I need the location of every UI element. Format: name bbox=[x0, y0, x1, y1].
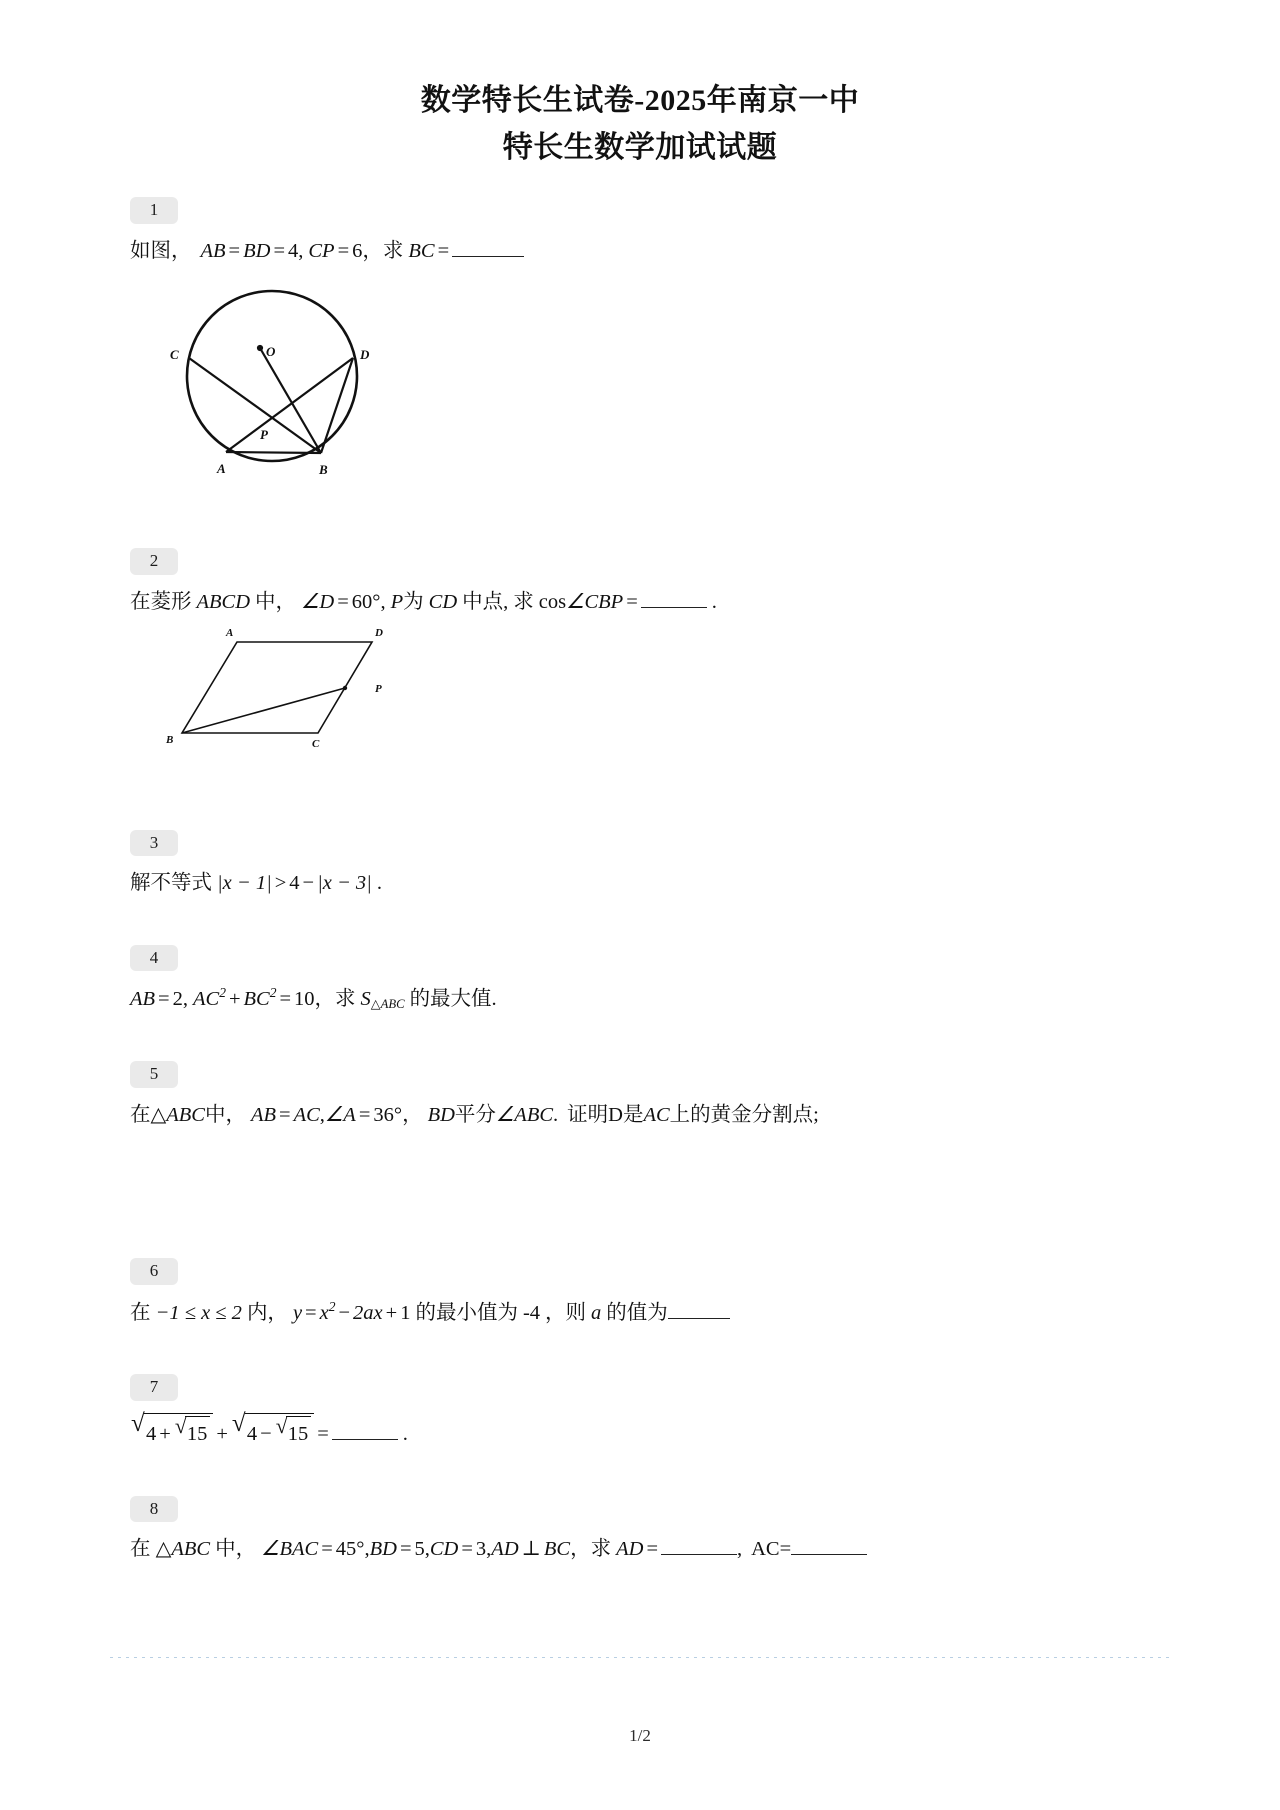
question-number-badge-5: 5 bbox=[130, 1061, 178, 1088]
q6-y: y bbox=[292, 1301, 303, 1324]
page-number: 1/2 bbox=[629, 1726, 651, 1745]
q5-ab: AB bbox=[250, 1103, 277, 1126]
chord-db bbox=[321, 358, 353, 453]
q3-abs1: |x − 1| bbox=[217, 872, 272, 895]
q8-comma5: , bbox=[737, 1538, 743, 1561]
q6-plus: + bbox=[385, 1301, 398, 1324]
q2-comma: , bbox=[380, 590, 386, 613]
q8-ad: AD bbox=[491, 1538, 519, 1561]
segment-ob bbox=[260, 348, 321, 453]
q8-ac: AC= bbox=[751, 1538, 792, 1561]
q8-t2: 中， bbox=[215, 1538, 257, 1561]
q5-comma: , bbox=[319, 1103, 325, 1126]
q2-abcd: ABCD bbox=[196, 590, 251, 613]
q1-comma: , bbox=[298, 239, 304, 262]
q7-eq: = bbox=[317, 1422, 329, 1445]
q2-answer-blank[interactable] bbox=[641, 607, 707, 608]
q4-two: 2 bbox=[172, 988, 183, 1011]
q5-deg36: 36° bbox=[373, 1103, 403, 1126]
q8-comma3: , bbox=[486, 1538, 492, 1561]
spacer bbox=[130, 752, 1190, 830]
spacer bbox=[130, 1450, 1190, 1496]
radical-sign-icon: √ bbox=[174, 1413, 187, 1438]
figure-rhombus bbox=[160, 622, 1190, 752]
q3-prefix: 解不等式 bbox=[130, 872, 212, 895]
q1-qiu: 求 bbox=[382, 239, 404, 262]
q4-qiu: 求 bbox=[335, 988, 356, 1011]
q1-six: 6 bbox=[352, 239, 363, 262]
rhombus-label-c: C bbox=[312, 737, 320, 750]
q3-abs2: |x − 3| bbox=[317, 872, 372, 895]
q4-plus: + bbox=[228, 988, 241, 1011]
q5-t4: . bbox=[553, 1103, 559, 1126]
label-o: O bbox=[266, 344, 276, 360]
q7-plus-outer: + bbox=[216, 1422, 228, 1445]
q8-three: 3 bbox=[475, 1538, 487, 1561]
q6-t5: 的值为 bbox=[606, 1301, 668, 1324]
question-number-badge-3: 3 bbox=[130, 830, 178, 857]
q4-exp1: 2 bbox=[219, 985, 226, 1001]
title-line-2: 特长生数学加试试题 bbox=[502, 130, 778, 164]
figure-circle-chords bbox=[156, 276, 1190, 486]
q8-angle-bac: ∠BAC bbox=[261, 1538, 319, 1561]
q5-ac: AC bbox=[293, 1103, 320, 1126]
rhombus-label-p: P bbox=[375, 682, 382, 695]
q2-qiu: 求 bbox=[513, 590, 534, 613]
q2-wei: 为 bbox=[403, 590, 424, 613]
q1-prefix: 如图， bbox=[130, 239, 192, 262]
label-c: C bbox=[170, 347, 179, 363]
question-3-text bbox=[130, 868, 1190, 899]
q1-cp: CP bbox=[308, 239, 335, 262]
q6-minus: − bbox=[338, 1301, 351, 1324]
label-d: D bbox=[360, 347, 370, 363]
spacer bbox=[130, 899, 1190, 945]
question-4 bbox=[130, 945, 1190, 1015]
q5-angle-a: ∠A bbox=[324, 1103, 356, 1126]
q3-minus: − bbox=[302, 872, 315, 895]
q7-period: . bbox=[402, 1422, 408, 1445]
q8-bd: BD bbox=[369, 1538, 397, 1561]
q8-five: 5 bbox=[414, 1538, 425, 1561]
q6-twoax: 2ax bbox=[353, 1301, 383, 1324]
q6-answer-blank[interactable] bbox=[668, 1318, 730, 1319]
q4-exp2: 2 bbox=[269, 985, 277, 1001]
q4-comma: , bbox=[182, 988, 188, 1011]
segment-bp bbox=[182, 688, 345, 733]
q6-one: 1 bbox=[400, 1301, 411, 1324]
q5-eq2: = bbox=[358, 1103, 371, 1126]
q6-x: x bbox=[319, 1301, 329, 1324]
label-b: B bbox=[319, 462, 328, 478]
q1-eq3: = bbox=[337, 239, 350, 262]
q7-four1: 4 bbox=[146, 1422, 157, 1445]
q2-eq1: = bbox=[337, 590, 349, 613]
q2-cos: cos bbox=[538, 590, 567, 613]
q5-eq1: = bbox=[279, 1103, 291, 1126]
title-line-1: 数学特长生试卷-2025年南京一中 bbox=[420, 84, 860, 117]
q6-range: −1 ≤ x ≤ 2 bbox=[155, 1301, 242, 1324]
question-2 bbox=[130, 548, 1190, 751]
q2-prefix: 在菱形 bbox=[130, 590, 192, 613]
q1-eq1: = bbox=[228, 239, 241, 262]
q7-inner-radical-1 bbox=[174, 1413, 211, 1450]
q5-angle-abc: ∠ABC bbox=[495, 1103, 554, 1126]
q1-comma2: ， bbox=[362, 239, 383, 262]
radical-sign-icon: √ bbox=[275, 1413, 288, 1438]
q7-minus-inner: − bbox=[260, 1422, 272, 1445]
question-7-text bbox=[130, 1409, 1190, 1450]
q5-comma2: ， bbox=[402, 1103, 423, 1126]
q2-p: P bbox=[390, 590, 404, 613]
questions-container bbox=[0, 197, 1280, 1565]
question-8 bbox=[130, 1496, 1190, 1565]
question-number-badge-1: 1 bbox=[130, 197, 178, 224]
q8-comma4: ， bbox=[570, 1538, 591, 1561]
q6-t1: 在 bbox=[130, 1301, 151, 1324]
q8-comma: , bbox=[364, 1538, 370, 1561]
q8-perp: ⊥ bbox=[521, 1538, 541, 1561]
rhombus-label-d: D bbox=[375, 626, 383, 639]
q1-eq2: = bbox=[273, 239, 285, 262]
question-1-text bbox=[130, 236, 1190, 267]
q2-zhong: 中， bbox=[255, 590, 297, 613]
q6-eq1: = bbox=[305, 1301, 317, 1324]
q7-inner-radical-2 bbox=[275, 1413, 312, 1450]
q4-eq2: = bbox=[279, 988, 292, 1011]
q5-t1: 在△ bbox=[130, 1103, 167, 1126]
q3-period: . bbox=[376, 872, 382, 895]
q8-cd: CD bbox=[429, 1538, 459, 1561]
q7-four2: 4 bbox=[246, 1422, 258, 1445]
q8-t1: 在 △ bbox=[130, 1538, 172, 1561]
question-4-text bbox=[130, 983, 1190, 1015]
point-p bbox=[343, 685, 347, 689]
q7-radicand-1 bbox=[144, 1413, 213, 1450]
q4-ac: AC bbox=[192, 988, 220, 1011]
q5-ac2: AC bbox=[643, 1103, 670, 1126]
question-number-badge-7: 7 bbox=[130, 1374, 178, 1401]
chord-cb bbox=[189, 358, 321, 453]
q3-four: 4 bbox=[289, 872, 300, 895]
spacer bbox=[130, 486, 1190, 548]
q2-period: . bbox=[711, 590, 717, 613]
rhombus-label-a: A bbox=[226, 626, 234, 639]
q7-answer-blank[interactable] bbox=[332, 1439, 398, 1440]
q2-angle-cbp: ∠CBP bbox=[566, 590, 624, 613]
question-6-text bbox=[130, 1297, 1190, 1329]
radical-sign-icon: √ bbox=[131, 1409, 145, 1437]
q8-bc: BC bbox=[543, 1538, 571, 1561]
q6-t4: ，则 bbox=[545, 1301, 587, 1324]
q7-radicand-2 bbox=[245, 1413, 314, 1450]
q4-sub: △ABC bbox=[370, 997, 405, 1012]
q2-mid: 中点, bbox=[462, 590, 509, 613]
q7-outer-radical-1 bbox=[131, 1409, 213, 1450]
q6-exp: 2 bbox=[328, 1298, 336, 1314]
q5-t6: 上的黄金分割点; bbox=[669, 1103, 819, 1126]
chord-ab bbox=[226, 452, 321, 453]
label-p: P bbox=[260, 427, 268, 443]
question-1 bbox=[130, 197, 1190, 486]
q5-t5: 证明D是 bbox=[567, 1103, 644, 1126]
q1-bc: BC bbox=[408, 239, 435, 262]
q6-a: a bbox=[591, 1301, 602, 1324]
q1-four: 4 bbox=[288, 239, 299, 262]
q6-t3: 的最小值为 bbox=[415, 1301, 518, 1324]
spacer bbox=[130, 1328, 1190, 1374]
q6-neg4: -4 bbox=[522, 1301, 541, 1324]
rhombus-svg bbox=[160, 622, 410, 752]
q2-deg60: 60° bbox=[351, 590, 381, 613]
q8-eq4: = bbox=[646, 1538, 658, 1561]
q2-cd: CD bbox=[428, 590, 458, 613]
q6-t2: 内， bbox=[246, 1301, 288, 1324]
page-title bbox=[0, 0, 1280, 171]
question-2-text bbox=[130, 587, 1190, 618]
q4-ab: AB bbox=[130, 988, 156, 1011]
q7-fifteen1: 15 bbox=[185, 1416, 211, 1450]
question-5 bbox=[130, 1061, 1190, 1130]
q7-fifteen2: 15 bbox=[286, 1416, 312, 1450]
q8-abc: ABC bbox=[171, 1538, 211, 1561]
q4-tail: 的最大值. bbox=[409, 988, 497, 1011]
q4-s: S bbox=[360, 988, 371, 1011]
chord-ad bbox=[226, 358, 353, 452]
question-8-text bbox=[130, 1534, 1190, 1565]
q8-comma2: , bbox=[424, 1538, 430, 1561]
q2-eq2: = bbox=[626, 590, 638, 613]
q1-answer-blank[interactable] bbox=[452, 256, 524, 257]
question-3 bbox=[130, 830, 1190, 899]
q3-gt: > bbox=[274, 872, 287, 895]
q1-bd: BD bbox=[243, 239, 271, 262]
question-number-badge-8: 8 bbox=[130, 1496, 178, 1523]
spacer bbox=[130, 1015, 1190, 1061]
q8-deg45: 45° bbox=[335, 1538, 365, 1561]
q8-eq3: = bbox=[461, 1538, 473, 1561]
q4-eq1: = bbox=[158, 988, 170, 1011]
question-6 bbox=[130, 1258, 1190, 1328]
q8-answer-blank-ac[interactable] bbox=[791, 1554, 867, 1555]
circle-chords-svg bbox=[156, 276, 416, 486]
question-5-text bbox=[130, 1100, 1190, 1131]
q5-t3: 平分 bbox=[454, 1103, 496, 1126]
label-a: A bbox=[217, 461, 226, 477]
question-number-badge-2: 2 bbox=[130, 548, 178, 575]
q4-ten: 10 bbox=[294, 988, 315, 1011]
q7-plus-inner: + bbox=[159, 1422, 171, 1445]
question-number-badge-6: 6 bbox=[130, 1258, 178, 1285]
q5-abc: ABC bbox=[166, 1103, 205, 1126]
q8-eq1: = bbox=[321, 1538, 333, 1561]
q5-bd: BD bbox=[427, 1103, 455, 1126]
q1-eq4: = bbox=[437, 239, 450, 262]
q4-bc: BC bbox=[243, 988, 270, 1011]
footer-divider bbox=[110, 1657, 1170, 1658]
q1-ab: AB bbox=[200, 239, 226, 262]
rhombus-label-b: B bbox=[166, 733, 174, 746]
q5-t2: 中， bbox=[204, 1103, 246, 1126]
q8-eq2: = bbox=[399, 1538, 412, 1561]
question-7 bbox=[130, 1374, 1190, 1449]
q2-angle-d: ∠D bbox=[301, 590, 335, 613]
spacer bbox=[130, 1130, 1190, 1258]
q4-comma2: ， bbox=[314, 988, 336, 1011]
question-number-badge-4: 4 bbox=[130, 945, 178, 972]
q8-qiu: 求 bbox=[590, 1538, 612, 1561]
q8-answer-blank-ad[interactable] bbox=[661, 1554, 737, 1555]
q7-outer-radical-2 bbox=[231, 1409, 314, 1450]
q8-ad2: AD bbox=[616, 1538, 644, 1561]
radical-sign-icon: √ bbox=[231, 1409, 246, 1437]
